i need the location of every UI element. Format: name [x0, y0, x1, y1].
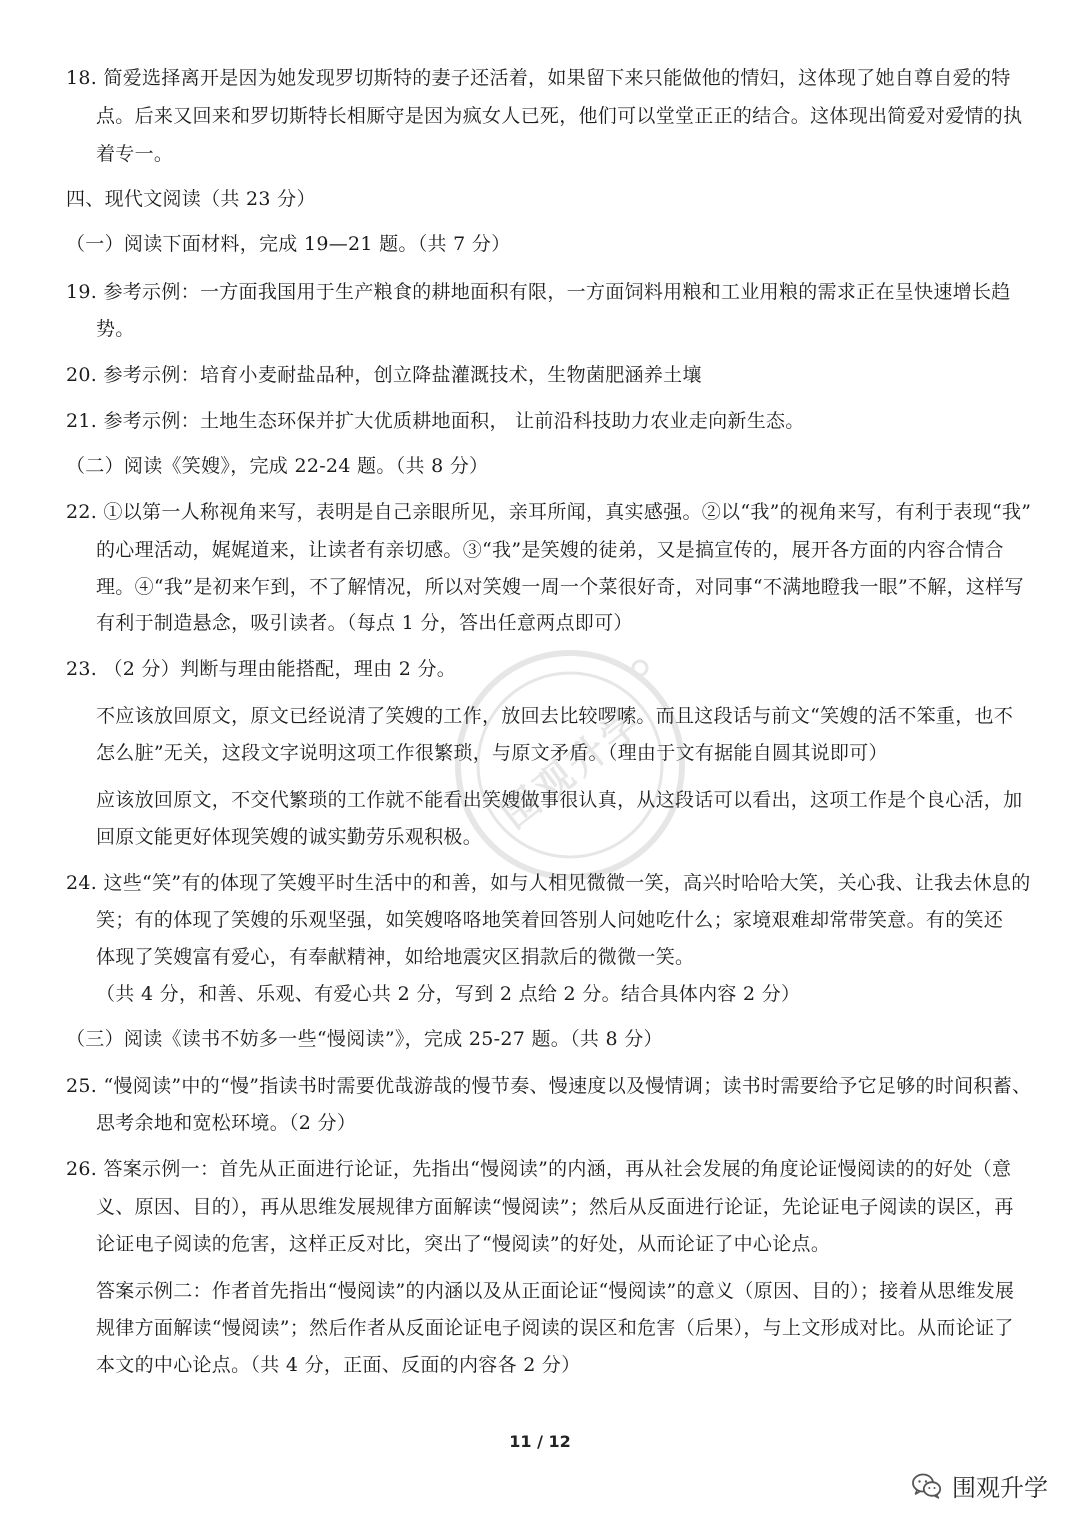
q22-line-3: 理。④“我”是初来乍到，不了解情况，所以对笑嫂一周一个菜很好奇，对同事“不满地瞪我一眼”不解，这样写: [96, 576, 1024, 598]
q23-answer-a-line-1: 不应该放回原文，原文已经说清了笑嫂的工作，放回去比较啰嗦。而且这段话与前文“笑嫂的活不笨重，也不: [96, 705, 1014, 727]
q26-example-2-line-1: 答案示例二：作者首先指出“慢阅读”的内涵以及从正面论证“慢阅读”的意义（原因、目的）；接着从思维发展: [96, 1280, 1015, 1302]
q18-line-3: 着专一。: [96, 143, 174, 165]
q23-answer-b-line-1: 应该放回原文，不交代繁琐的工作就不能看出笑嫂做事很认真，从这段话可以看出，这项工作是个良心活，加: [96, 789, 1023, 811]
q18-line-2: 点。后来又回来和罗切斯特长相厮守是因为疯女人已死，他们可以堂堂正正的结合。这体现出简爱对爱情的执: [96, 105, 1023, 127]
q23-answer-b-line-2: 回原文能更好体现笑嫂的诚实勤劳乐观积极。: [96, 826, 483, 848]
q20-line: 20. 参考示例：培育小麦耐盐品种，创立降盐灌溉技术，生物菌肥涵养土壤: [66, 364, 702, 386]
q26-example-2-line-2: 规律方面解读“慢阅读”；然后作者从反面论证电子阅读的误区和危害（后果），与上文形成对比。从而论证了: [96, 1317, 1014, 1339]
q22-line-2: 的心理活动，娓娓道来，让读者有亲切感。③“我”是笑嫂的徒弟，又是搞宣传的，展开各方面的内容合情合: [96, 539, 1004, 561]
q25-line-1: 25. “慢阅读”中的“慢”指读书时需要优哉游哉的慢节奏、慢速度以及慢情调；读书时需要给予它足够的时间积蓄、: [66, 1075, 1032, 1097]
q21-line: 21. 参考示例：土地生态环保并扩大优质耕地面积， 让前沿科技助力农业走向新生态。: [66, 410, 805, 432]
q26-line-1: 26. 答案示例一：首先从正面进行论证，先指出“慢阅读”的内涵，再从社会发展的角度论证慢阅读的的好处（意: [66, 1158, 1012, 1180]
q19-line-2: 势。: [96, 318, 135, 340]
part-1-title: （一）阅读下面材料，完成 19—21 题。（共 7 分）: [66, 233, 511, 255]
watermark-seal: [445, 640, 695, 890]
watermark-text: 围观升学: [492, 698, 652, 837]
part-3-title: （三）阅读《读书不妨多一些“慢阅读”》，完成 25-27 题。（共 8 分）: [66, 1028, 663, 1050]
q22-line-4: 有利于制造悬念，吸引读者。（每点 1 分，答出任意两点即可）: [96, 612, 633, 634]
q26-line-3: 论证电子阅读的危害，这样正反对比，突出了“慢阅读”的好处，从而论证了中心论点。: [96, 1233, 831, 1255]
q19-line-1: 19. 参考示例：一方面我国用于生产粮食的耕地面积有限，一方面饲料用粮和工业用粮的需求正在呈快速增长趋: [66, 281, 1011, 303]
q18-line-1: 18. 简爱选择离开是因为她发现罗切斯特的妻子还活着，如果留下来只能做他的情妇，这体现了她自尊自爱的特: [66, 67, 1011, 89]
section-4-title: 四、现代文阅读（共 23 分）: [66, 188, 316, 210]
page-number: 11 / 12: [509, 1432, 571, 1451]
q23-answer-a-line-2: 怎么脏”无关，这段文字说明这项工作很繁琐，与原文矛盾。（理由于文有据能自圆其说即可）: [96, 742, 888, 764]
q26-example-2-line-3: 本文的中心论点。（共 4 分，正面、反面的内容各 2 分）: [96, 1354, 581, 1376]
part-2-title: （二）阅读《笑嫂》，完成 22-24 题。（共 8 分）: [66, 455, 489, 477]
q24-line-1: 24. 这些“笑”有的体现了笑嫂平时生活中的和善，如与人相见微微一笑，高兴时哈哈大笑，关心我、让我去休息的: [66, 872, 1031, 894]
q23-line-1: 23. （2 分）判断与理由能搭配，理由 2 分。: [66, 658, 457, 680]
q25-line-2: 思考余地和宽松环境。（2 分）: [96, 1112, 357, 1134]
q24-line-4: （共 4 分，和善、乐观、有爱心共 2 分，写到 2 点给 2 分。结合具体内容 2 分）: [96, 983, 801, 1005]
wechat-account-badge: [912, 1468, 1048, 1503]
q26-line-2: 义、原因、目的），再从思维发展规律方面解读“慢阅读”；然后从反面进行论证，先论证电子阅读的误区，再: [96, 1196, 1014, 1218]
q24-line-2: 笑；有的体现了笑嫂的乐观坚强，如笑嫂咯咯地笑着回答别人问她吃什么；家境艰难却常带笑意。有的笑还: [96, 909, 1004, 931]
wechat-icon: [912, 1473, 942, 1499]
q24-line-3: 体现了笑嫂富有爱心，有奉献精神，如给地震灾区捐款后的微微一笑。: [96, 946, 695, 968]
wechat-account-name: 围观升学: [952, 1474, 1048, 1502]
q22-line-1: 22. ①以第一人称视角来写，表明是自己亲眼所见，亲耳所闻，真实感强。②以“我”的视角来写，有利于表现“我”: [66, 501, 1032, 523]
